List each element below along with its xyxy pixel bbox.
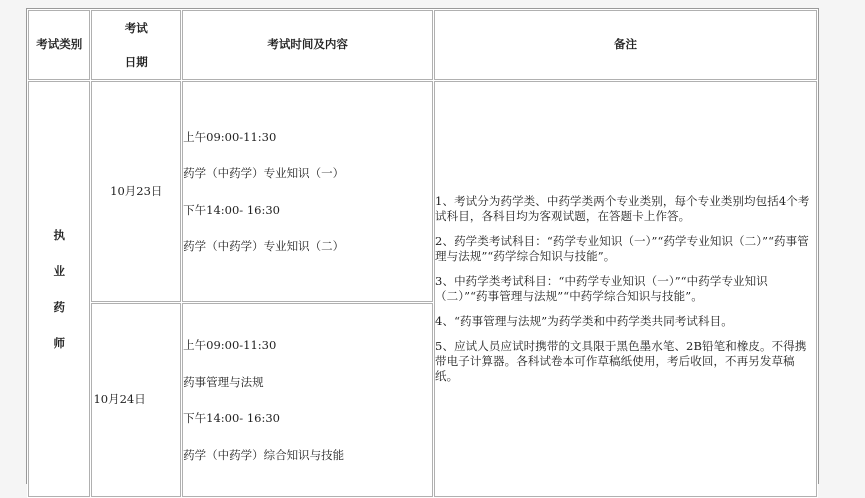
exam-content-cell [182,81,433,302]
exam-time-morning: 上午09:00-11:30 [183,129,277,144]
exam-time-morning: 上午09:00-11:30 [183,338,277,353]
category-char: 执 [53,228,65,242]
note-item: 1、考试分为药学类、中药学类两个专业类别，每个专业类别均包括4个考试科目，各科目均为客观试题，在答题卡上作答。 [435,194,810,223]
header-date-line1: 考试 [124,21,148,35]
notes-cell [434,81,817,497]
table-row [28,81,817,302]
date-cell: 10月23日 [91,81,181,302]
exam-subject: 药学（中药学）专业知识（一） [183,166,345,181]
note-item: 2、药学类考试科目：“药学专业知识（一）”“药学专业知识（二）”“药事管理与法规”“药学综合知识与技能”。 [435,234,809,263]
exam-subject: 药学（中药学）专业知识（二） [183,239,345,254]
category-char: 师 [53,336,65,350]
note-item: 5、应试人员应试时携带的文具限于黑色墨水笔、2B铅笔和橡皮。不得携带电子计算器。各科试卷本可作草稿纸使用，考后收回，不再另发草稿纸。 [435,339,807,383]
exam-schedule-table [27,9,818,498]
exam-time-afternoon: 下午14:00- 16:30 [183,411,280,426]
header-category: 考试类别 [28,10,90,80]
category-char: 业 [53,264,65,278]
category-cell [28,81,90,497]
note-item: 4、“药事管理与法规”为药学类和中药学类共同考试科目。 [435,314,733,328]
header-date [91,10,181,80]
date-cell: 10月24日 [91,303,181,497]
header-date-line2: 日期 [124,55,148,69]
exam-schedule-container [26,8,819,484]
header-row [28,10,817,80]
header-time-content: 考试时间及内容 [182,10,433,80]
exam-content-cell [182,303,433,497]
header-notes: 备注 [434,10,817,80]
exam-time-afternoon: 下午14:00- 16:30 [183,202,280,217]
category-char: 药 [53,300,65,314]
exam-subject: 药学（中药学）综合知识与技能 [183,447,345,462]
exam-subject: 药事管理与法规 [183,374,264,389]
note-item: 3、中药学类考试科目：“中药学专业知识（一）”“中药学专业知识（二）”“药事管理与法规”“中药学综合知识与技能”。 [435,274,768,303]
